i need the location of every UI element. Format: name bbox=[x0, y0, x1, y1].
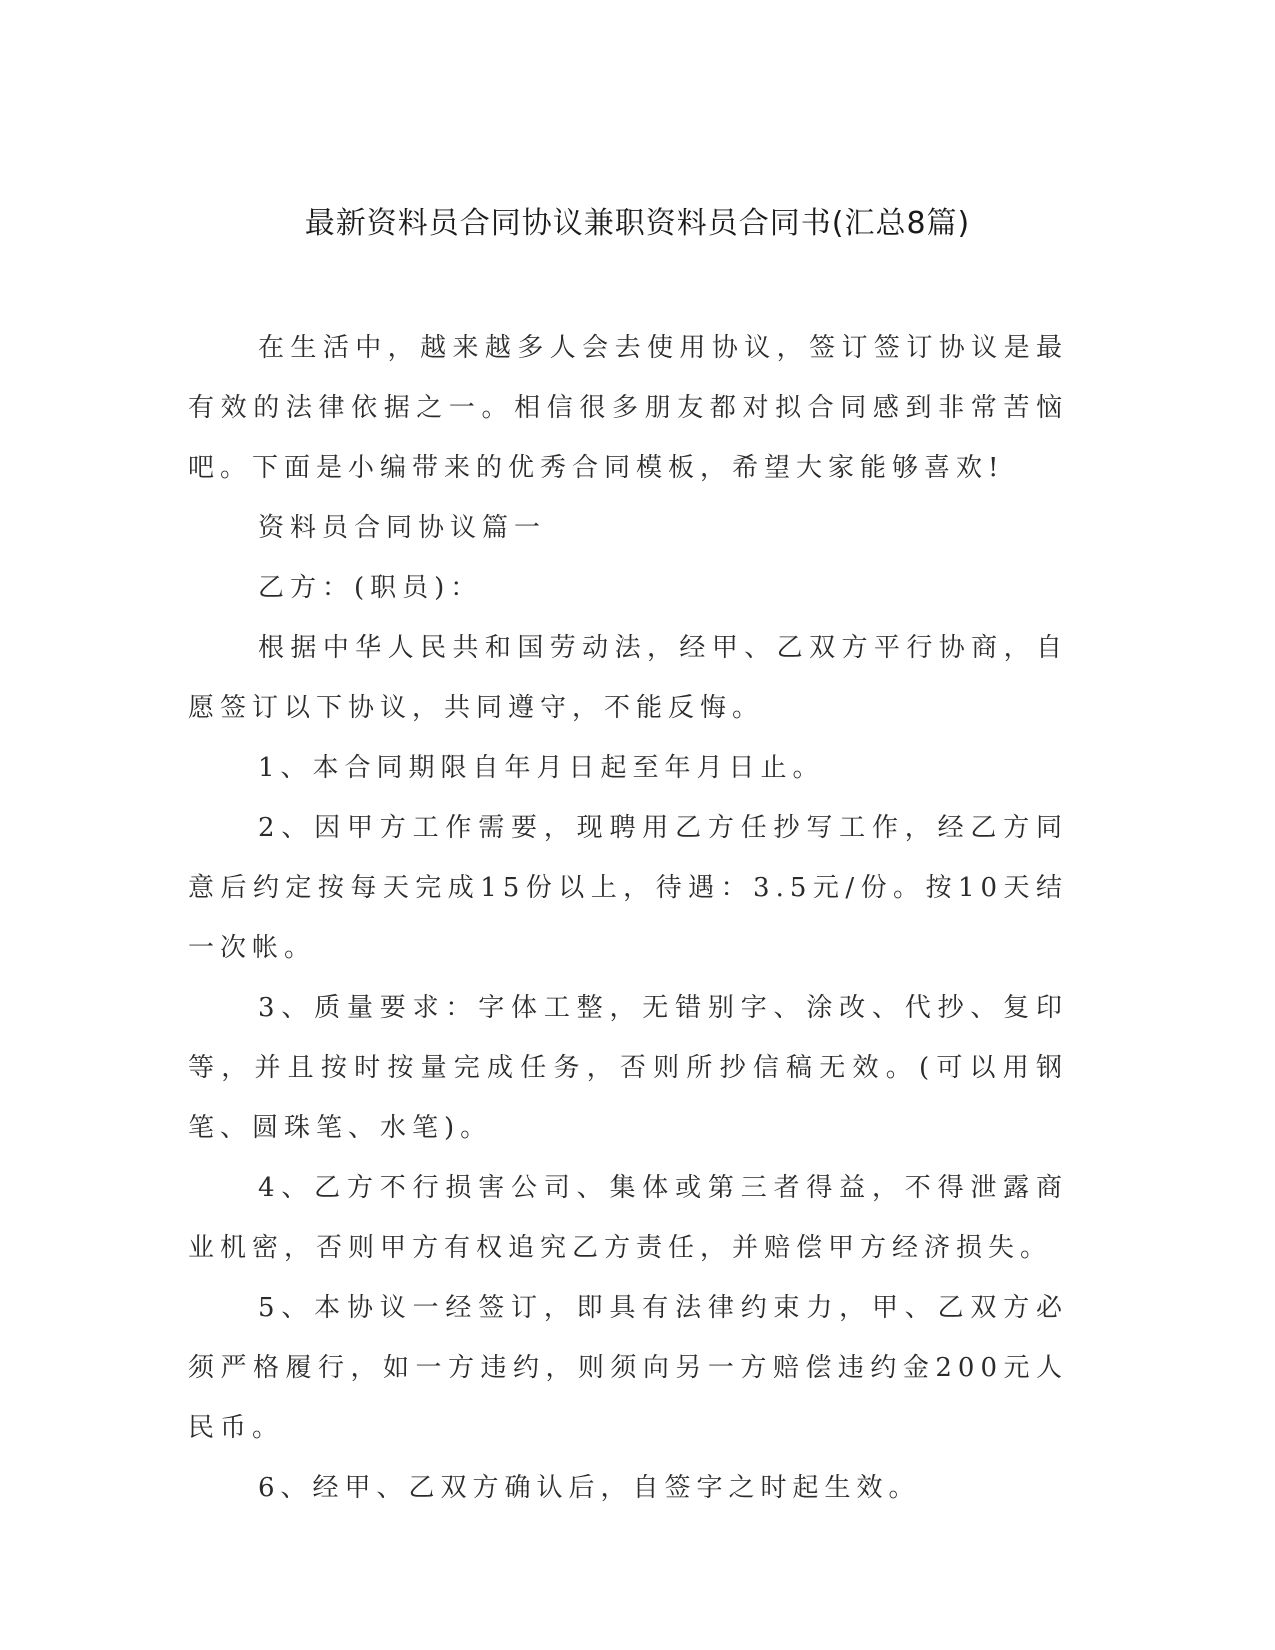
intro-paragraph: 在生活中，越来越多人会去使用协议，签订签订协议是最有效的法律依据之一。相信很多朋友都对拟合同感到非常苦恼吧。下面是小编带来的优秀合同模板，希望大家能够喜欢! bbox=[188, 333, 1068, 483]
clause-4: 4、乙方不行损害公司、集体或第三者得益，不得泄露商业机密，否则甲方有权追究乙方责任，并赔偿甲方经济损失。 bbox=[188, 1173, 1068, 1263]
document-body bbox=[188, 318, 1068, 1518]
party-b-line: 乙方：(职员)： bbox=[258, 573, 483, 603]
preamble-paragraph: 根据中华人民共和国劳动法，经甲、乙双方平行协商，自愿签订以下协议，共同遵守，不能反悔。 bbox=[188, 633, 1068, 723]
document-title: 最新资料员合同协议兼职资料员合同书(汇总8篇) bbox=[304, 206, 971, 241]
clause-5: 5、本协议一经签订，即具有法律约束力，甲、乙双方必须严格履行，如一方违约，则须向另一方赔偿违约金200元人民币。 bbox=[188, 1293, 1068, 1443]
clause-3: 3、质量要求：字体工整，无错别字、涂改、代抄、复印等，并且按时按量完成任务，否则所抄信稿无效。(可以用钢笔、圆珠笔、水笔)。 bbox=[188, 993, 1068, 1143]
section-heading: 资料员合同协议篇一 bbox=[258, 513, 547, 543]
clause-6: 6、经甲、乙双方确认后，自签字之时起生效。 bbox=[258, 1473, 921, 1503]
clause-2: 2、因甲方工作需要，现聘用乙方任抄写工作，经乙方同意后约定按每天完成15份以上，待遇：3.5元/份。按10天结一次帐。 bbox=[188, 813, 1068, 963]
clause-1: 1、本合同期限自年月日起至年月日止。 bbox=[258, 753, 825, 783]
